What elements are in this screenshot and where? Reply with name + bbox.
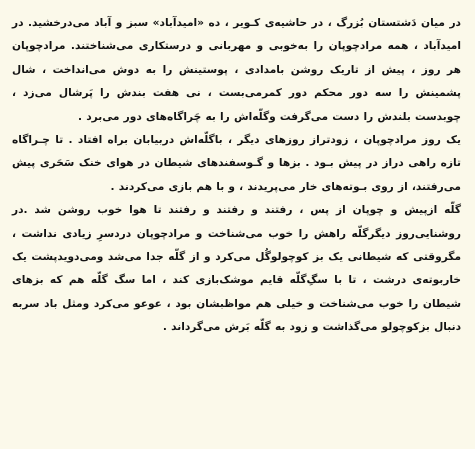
- paragraph-1: در میان دَشتستان بُزرگ ، در حاشیه‌ی کـویر ، ده «امیدآباد» سبز و آباد می‌درخشید. در امیدآباد ، همه مرادچوپان را به‌خوبی و مهربانی و درستکاری می‌شناختند. مرادچوپان هر روز ، پیش از تاریک روشن بامدادی ، پوستینش را به دوش می‌انداخت ، شال پشمینش را سه دور محکم دور کمرمی‌بست ، نی هفت بندش را پَرشال می‌زد ، چوبدست بلندش را دست می‌گرفت وگلّه‌اش را به چَراگاه‌های دور می‌برد .: [12, 17, 461, 123]
- story-text: [12, 12, 461, 340]
- paragraph-2: یک روز مرادچوپان ، زودتراز روزهای دیگر ، باگلّه‌اش دربیابان براه افتاد . تا چـراگاه تازه راهی دراز در پیش بـود . بزها و گـوسفندهای شیطان در هوای خنک سَحَری پیش می‌رفتند، از روی بـوته‌های خار می‌پریدند ، و با هم بازی می‌کردند .: [12, 134, 461, 193]
- paragraph-3: گلّه ازپیش و چوپان از پس ، رفتند و رفتند و رفتند تا هوا خوب روشن شد .در روشنایی‌روز دیگرگلّه راهش را خوب می‌شناخت و مرادچوپان دردسرِ زیادی نداشت ، مگروقتی که شیطانی یک بز کوچولوگُل می‌کرد و از گلّه جدا می‌شد ومی‌دویدپشت یک خاربوته‌ی درشت ، تا با سگِ‌گلّه قایم موشک‌بازی کند ، اما سگ گلّه هم که بزهای شیطان را خوب می‌شناخت و خیلی هم مواظبشان بود ، عوعو می‌کرد ومثل باد سربه دنبال بزکوچولو می‌گذاشت و زود به گلّه بَرش می‌گرداند .: [12, 204, 461, 334]
